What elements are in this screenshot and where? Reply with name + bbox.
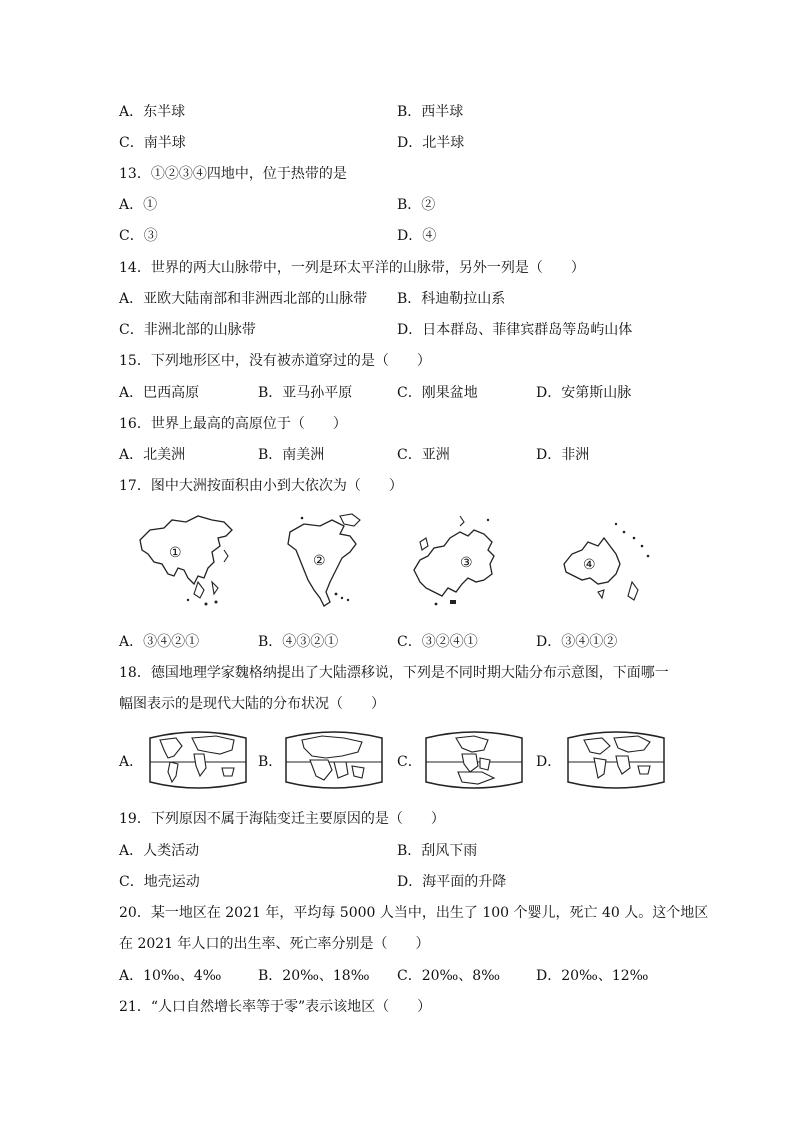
q18-stem-line1: 18．德国地理学家魏格纳提出了大陆漂移说，下列是不同时期大陆分布示意图，下面哪一 [119, 665, 669, 681]
q16-option-b: B．南美洲 [258, 447, 325, 463]
q16-option-d: D．非洲 [536, 447, 590, 463]
continent-map-oceania [554, 512, 654, 612]
q12-option-b: B．西半球 [397, 104, 464, 120]
q12-option-d: D．北半球 [397, 135, 465, 151]
q13-option-b: B．② [397, 197, 436, 213]
q15-option-d: D．安第斯山脉 [536, 385, 632, 401]
q14-stem: 14．世界的两大山脉带中，一列是环太平洋的山脉带，另外一列是（ ） [119, 260, 585, 276]
q17-stem: 17．图中大洲按面积由小到大依次为（ ） [119, 478, 403, 494]
q16-stem: 16．世界上最高的高原位于（ ） [119, 416, 347, 432]
q18-stem-line2: 幅图表示的是现代大陆的分布状况（ ） [119, 696, 385, 712]
q14-option-d: D．日本群岛、菲律宾群岛等岛屿山体 [397, 322, 633, 338]
q18-option-a-label: A． [119, 754, 144, 770]
q15-stem: 15．下列地形区中，没有被赤道穿过的是（ ） [119, 353, 431, 369]
map-label-4: ④ [583, 557, 596, 573]
continent-map-europe [404, 512, 504, 612]
q21-stem: 21．“人口自然增长率等于零”表示该地区（ ） [119, 999, 432, 1015]
q13-option-d: D．④ [397, 228, 437, 244]
q17-option-d: D．③④①② [536, 634, 618, 650]
q19-option-a: A．人类活动 [119, 843, 200, 859]
q13-option-a: A．① [119, 197, 158, 213]
q17-option-c: C．③②④① [397, 634, 478, 650]
map-label-3: ③ [460, 555, 473, 571]
continent-drift-map-a [146, 728, 250, 792]
q15-option-b: B．亚马孙平原 [258, 385, 353, 401]
q12-option-a: A．东半球 [119, 104, 186, 120]
continent-drift-map-d [564, 728, 668, 792]
q15-option-c: C．刚果盆地 [397, 385, 478, 401]
q20-option-d: D．20‰、12‰ [536, 968, 649, 984]
q15-option-a: A．巴西高原 [119, 385, 200, 401]
q16-option-c: C．亚洲 [397, 447, 450, 463]
q18-option-c-label: C． [397, 754, 422, 770]
q16-option-a: A．北美洲 [119, 447, 186, 463]
map-label-2: ② [313, 553, 326, 569]
q19-option-c: C．地壳运动 [119, 874, 200, 890]
q18-option-b-label: B． [258, 754, 283, 770]
q20-option-b: B．20‰、18‰ [258, 968, 370, 984]
q13-stem: 13．①②③④四地中，位于热带的是 [119, 166, 347, 182]
q18-option-d-label: D． [536, 754, 562, 770]
q19-stem: 19．下列原因不属于海陆变迁主要原因的是（ ） [119, 811, 445, 827]
q14-option-b: B．科迪勒拉山系 [397, 291, 506, 307]
continent-drift-map-c [422, 728, 526, 792]
map-label-1: ① [169, 545, 182, 561]
continent-map-north-america [280, 512, 370, 612]
q20-option-a: A．10‰、4‰ [119, 968, 222, 984]
q20-stem-line2: 在 2021 年人口的出生率、死亡率分别是（ ） [119, 936, 430, 952]
q20-option-c: C．20‰、8‰ [397, 968, 501, 984]
continent-map-asia [128, 512, 238, 612]
q20-stem-line1: 20．某一地区在 2021 年，平均每 5000 人当中，出生了 100 个婴儿，死亡 40 人。这个地区 [119, 905, 709, 921]
q17-option-a: A．③④②① [119, 634, 200, 650]
q19-option-b: B．刮风下雨 [397, 843, 478, 859]
q12-option-c: C．南半球 [119, 135, 186, 151]
continent-drift-map-b [282, 728, 386, 792]
q13-option-c: C．③ [119, 228, 158, 244]
q14-option-a: A．亚欧大陆南部和非洲西北部的山脉带 [119, 291, 368, 307]
q19-option-d: D．海平面的升降 [397, 874, 507, 890]
q17-option-b: B．④③②① [258, 634, 339, 650]
q14-option-c: C．非洲北部的山脉带 [119, 322, 256, 338]
